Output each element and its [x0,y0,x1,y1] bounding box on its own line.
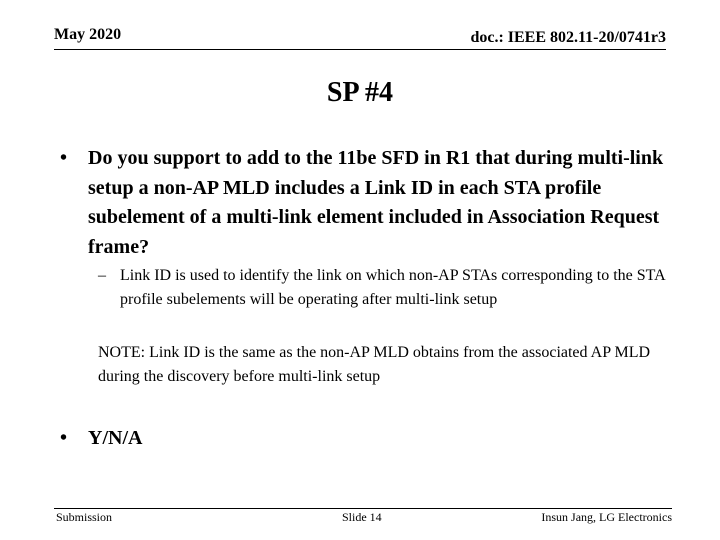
note-text: NOTE: Link ID is the same as the non-AP MLD obtains from the associated AP MLD during the discovery before multi-link setup [98,344,651,385]
header-doc-id: doc.: IEEE 802.11-20/0741r3 [470,29,666,46]
answer-options: Y/N/A [88,427,143,449]
answer-bullet [60,424,360,453]
header-divider [54,49,666,50]
slide-title: SP #4 [326,77,394,108]
header-date: May 2020 [54,26,122,43]
sub-bullet-text: Link ID is used to identify the link on which non-AP STAs corresponding to the STA profile subelements will be operating after multi-link setup [120,267,665,308]
bullet-dot-icon: • [60,427,68,449]
footer-author: Insun Jang, LG Electronics [541,510,672,524]
footer-slide-number: Slide 14 [342,510,382,524]
sub-bullet-dash-icon: – [98,267,106,284]
question-bullet [60,144,680,262]
footer-divider [54,508,672,509]
question-text: Do you support to add to the 11be SFD in R1 that during multi-link setup a non-AP MLD includes a Link ID in each STA profile subelement of a multi-link element included in Association Request frame? [88,147,664,258]
footer-submission: Submission [56,510,113,524]
sub-bullet [98,264,668,312]
bullet-dot-icon: • [60,147,68,169]
